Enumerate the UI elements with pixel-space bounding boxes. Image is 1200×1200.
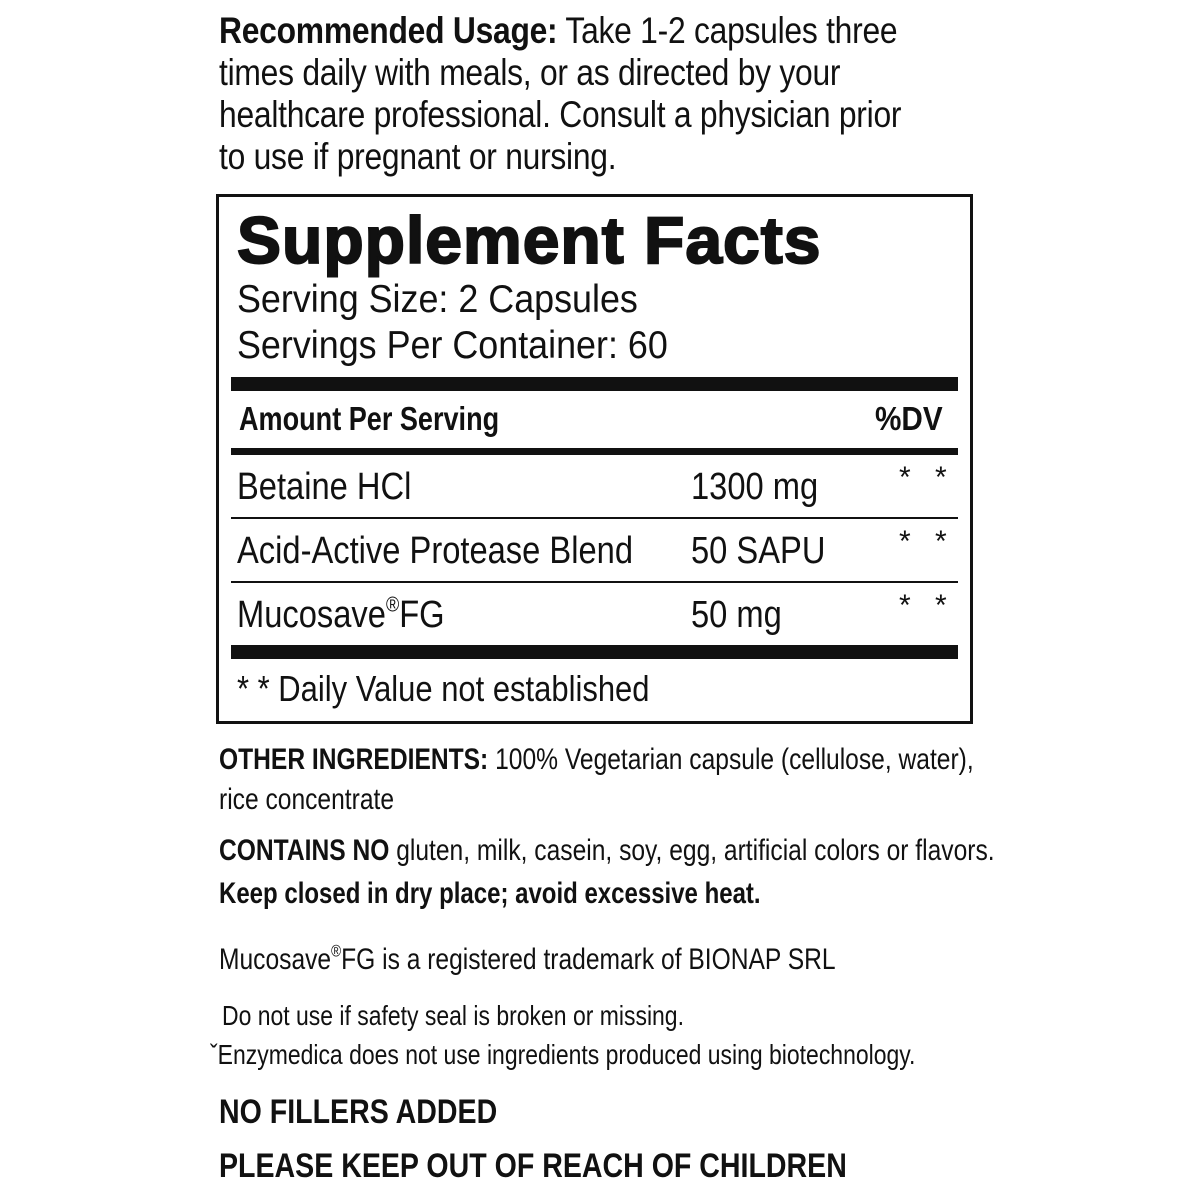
keep-out-of-reach: PLEASE KEEP OUT OF REACH OF CHILDREN <box>219 1147 847 1185</box>
usage-line-4: to use if pregnant or nursing. <box>219 136 617 177</box>
usage-line-2: times daily with meals, or as directed by your <box>219 52 841 93</box>
facts-row <box>231 519 958 583</box>
ingredient-name: Mucosave®FG <box>237 593 445 636</box>
storage-instructions: Keep closed in dry place; avoid excessive heat. <box>219 877 761 910</box>
trademark-notice: Mucosave®FG is a registered trademark of BIONAP SRL <box>219 942 836 976</box>
servings-per-container: Servings Per Container: 60 <box>237 324 668 367</box>
other-ingredients-continued: rice concentrate <box>219 783 395 816</box>
other-ingredients: OTHER INGREDIENTS: 100% Vegetarian capsule (cellulose, water), <box>219 743 974 776</box>
ingredient-dv: * * <box>899 589 955 622</box>
ingredient-amount: 50 SAPU <box>691 530 826 572</box>
contains-no: CONTAINS NO gluten, milk, casein, soy, egg, artificial colors or flavors. <box>219 834 995 867</box>
ingredient-amount: 50 mg <box>691 594 782 636</box>
header-amount-per-serving: Amount Per Serving <box>239 400 500 437</box>
facts-title: Supplement Facts <box>237 203 822 277</box>
registered-mark: ® <box>331 942 342 961</box>
registered-mark: ® <box>385 593 400 617</box>
ingredient-dv: * * <box>899 461 955 494</box>
ingredient-name: Acid-Active Protease Blend <box>237 530 633 572</box>
facts-row <box>231 583 958 647</box>
biotech-notice: ˇEnzymedica does not use ingredients produced using biotechnology. <box>210 1039 916 1070</box>
safety-seal-notice: Do not use if safety seal is broken or missing. <box>222 1000 684 1031</box>
contains-no-label: CONTAINS NO <box>219 834 390 867</box>
usage-line-1: Take 1-2 capsules three <box>557 10 898 51</box>
ingredient-amount: 1300 mg <box>691 466 819 508</box>
thick-divider-top <box>231 377 958 391</box>
ingredient-name: Betaine HCl <box>237 466 412 508</box>
medium-divider <box>231 448 958 455</box>
ingredient-dv: * * <box>899 525 955 558</box>
usage-line-3: healthcare professional. Consult a physician prior <box>219 94 902 135</box>
dv-footnote: * * Daily Value not established <box>237 668 650 709</box>
serving-size: Serving Size: 2 Capsules <box>237 278 638 321</box>
recommended-usage <box>219 10 979 178</box>
no-fillers-added: NO FILLERS ADDED <box>219 1093 498 1131</box>
other-ingredients-label: OTHER INGREDIENTS: <box>219 743 489 776</box>
supplement-facts-panel <box>216 194 973 724</box>
thick-divider-bottom <box>231 645 958 659</box>
header-dv: %DV <box>875 400 943 437</box>
facts-row <box>231 455 958 519</box>
usage-label: Recommended Usage: <box>219 10 558 51</box>
